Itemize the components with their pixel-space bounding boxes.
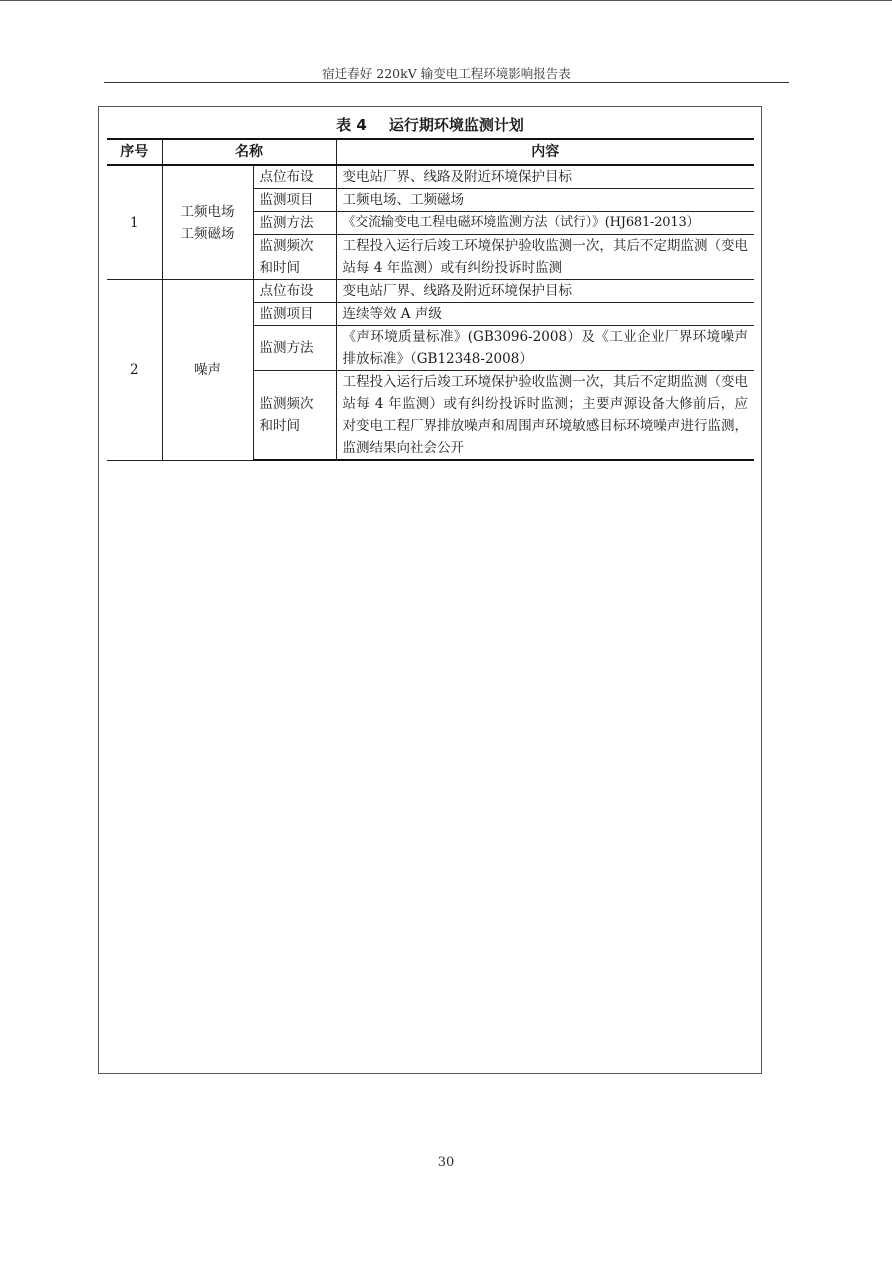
- table-header-row: [107, 139, 754, 165]
- table-row: [107, 165, 754, 189]
- sub-item-content: 工程投入运行后竣工环境保护验收监测一次，其后不定期监测（变电站每 4 年监测）或有纠纷投诉时监测；主要声源设备大修前后，应对变电工程厂界排放噪声和周围声环境敏感目标环境噪声进行监测，监测结果向社会公开: [336, 371, 754, 461]
- sub-item-content: 工程投入运行后竣工环境保护验收监测一次，其后不定期监测（变电站每 4 年监测）或有纠纷投诉时监测: [336, 235, 754, 280]
- sub-item-label-line: 和时间: [259, 260, 300, 276]
- page-top-border: [0, 0, 892, 1]
- sub-item-content: 变电站厂界、线路及附近环境保护目标: [336, 165, 754, 189]
- group-name-line: 工频磁场: [180, 225, 235, 242]
- sub-item-label: 点位布设: [253, 280, 336, 303]
- running-header: 宿迁春好 220kV 输变电工程环境影响报告表: [322, 66, 571, 81]
- group-index: 2: [107, 280, 162, 461]
- header-rule: [104, 82, 789, 83]
- table-title: 运行期环境监测计划: [388, 116, 524, 134]
- sub-item-content: 《声环境质量标准》(GB3096-2008）及《工业企业厂界环境噪声排放标准》（GB12348-2008）: [336, 326, 754, 371]
- monitoring-plan-table: [107, 138, 754, 461]
- sub-item-label: 监测项目: [253, 303, 336, 326]
- table-number: 表 4: [336, 116, 367, 134]
- group-name: [162, 165, 253, 280]
- sub-item-content: 工频电场、工频磁场: [336, 189, 754, 212]
- sub-item-label: 监测方法: [253, 326, 336, 371]
- sub-item-label-line: 监测频次: [259, 396, 314, 412]
- group-name-line: 工频电场: [180, 203, 235, 220]
- sub-item-label-line: 和时间: [259, 418, 300, 434]
- table-caption: [98, 114, 762, 135]
- sub-item-label: 点位布设: [253, 165, 336, 189]
- table-row: [107, 280, 754, 303]
- column-header-name: 名称: [162, 139, 336, 165]
- sub-item-label: 监测项目: [253, 189, 336, 212]
- column-header-content: 内容: [336, 139, 754, 165]
- sub-item-label: [253, 371, 336, 461]
- sub-item-label: 监测方法: [253, 212, 336, 235]
- sub-item-label: [253, 235, 336, 280]
- sub-item-content: 《交流输变电工程电磁环境监测方法（试行）》(HJ681-2013）: [336, 212, 754, 235]
- sub-item-content: 变电站厂界、线路及附近环境保护目标: [336, 280, 754, 303]
- group-name: 噪声: [162, 280, 253, 461]
- column-header-index: 序号: [107, 139, 162, 165]
- sub-item-label-line: 监测频次: [259, 238, 314, 254]
- group-index: 1: [107, 165, 162, 280]
- page-number: 30: [437, 1155, 455, 1170]
- sub-item-content: 连续等效 A 声级: [336, 303, 754, 326]
